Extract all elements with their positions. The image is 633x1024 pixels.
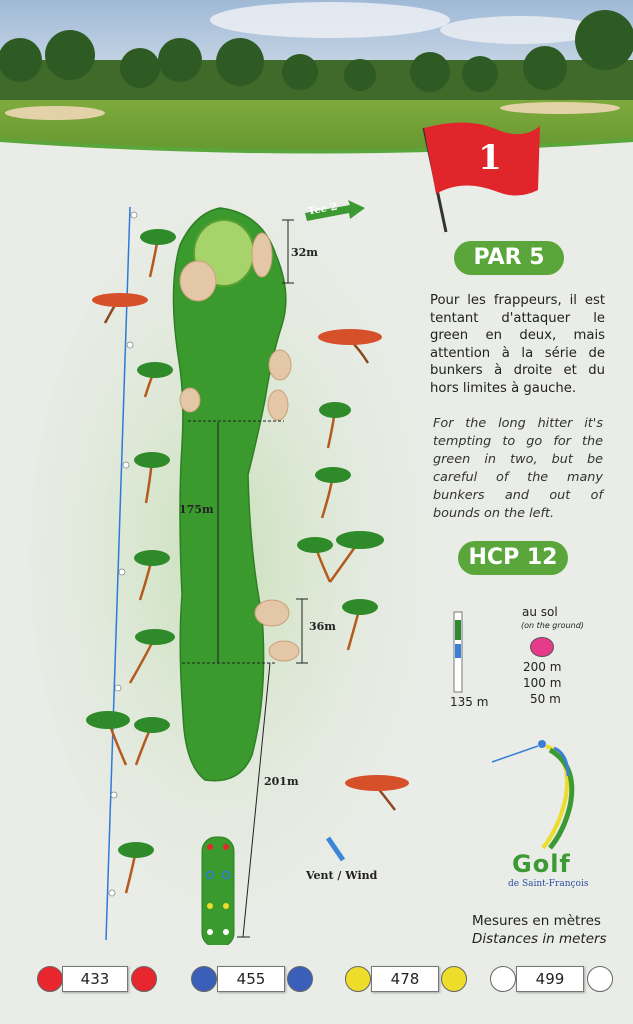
description-en: For the long hitter it's tempting to go for the green in two, but be careful of the many bunkers and out of bounds on the left.: [433, 416, 603, 521]
measures-fr: Mesures en mètres: [472, 913, 601, 929]
hcp-badge: HCP 12: [458, 541, 568, 575]
red-tee-marker-icon: [131, 966, 157, 992]
white-tee-marker-icon: [587, 966, 613, 992]
measures-en: Distances in meters: [472, 931, 607, 947]
distance-bunker-gap: 36m: [309, 620, 336, 633]
yellow-tee-distance: 478: [371, 966, 439, 992]
distance-green-depth: 32m: [291, 246, 318, 259]
blue-tee-distance: 455: [217, 966, 285, 992]
yellow-tee-marker-icon: [345, 966, 371, 992]
legend-200m: 200 m: [523, 660, 562, 674]
measures-note: [472, 912, 607, 948]
distance-marker-legend: [452, 610, 468, 694]
tee2-label: Tee 2: [307, 201, 339, 218]
legend-135m: 135 m: [450, 695, 489, 709]
legend-50m: 50 m: [530, 692, 561, 706]
distance-layup: 175m: [179, 503, 214, 516]
distance-drive: 201m: [264, 775, 299, 788]
blue-tee-marker-icon: [191, 966, 217, 992]
red-tee-distance: 433: [62, 966, 128, 992]
hole-number: 1: [478, 138, 502, 178]
par-badge: PAR 5: [454, 241, 564, 275]
blue-tee-marker-icon: [287, 966, 313, 992]
white-tee-distance: 499: [516, 966, 584, 992]
ground-marker-icon: [530, 637, 554, 657]
golfer-logo-icon: [488, 736, 588, 856]
red-tee-marker-icon: [37, 966, 63, 992]
golf-logo-text: Golf: [512, 850, 571, 878]
legend-title: au sol: [522, 605, 558, 619]
legend-subtitle: (on the ground): [521, 621, 584, 630]
golf-logo-subtext: de Saint-François: [508, 879, 589, 889]
legend-100m: 100 m: [523, 676, 562, 690]
yellow-tee-marker-icon: [441, 966, 467, 992]
white-tee-marker-icon: [490, 966, 516, 992]
description-fr: Pour les frappeurs, il est tentant d'attaquer le green en deux, mais attention à la série de bunkers à droite et du hors limites à gauche.: [430, 293, 605, 396]
wind-label: Vent / Wind: [306, 869, 378, 882]
